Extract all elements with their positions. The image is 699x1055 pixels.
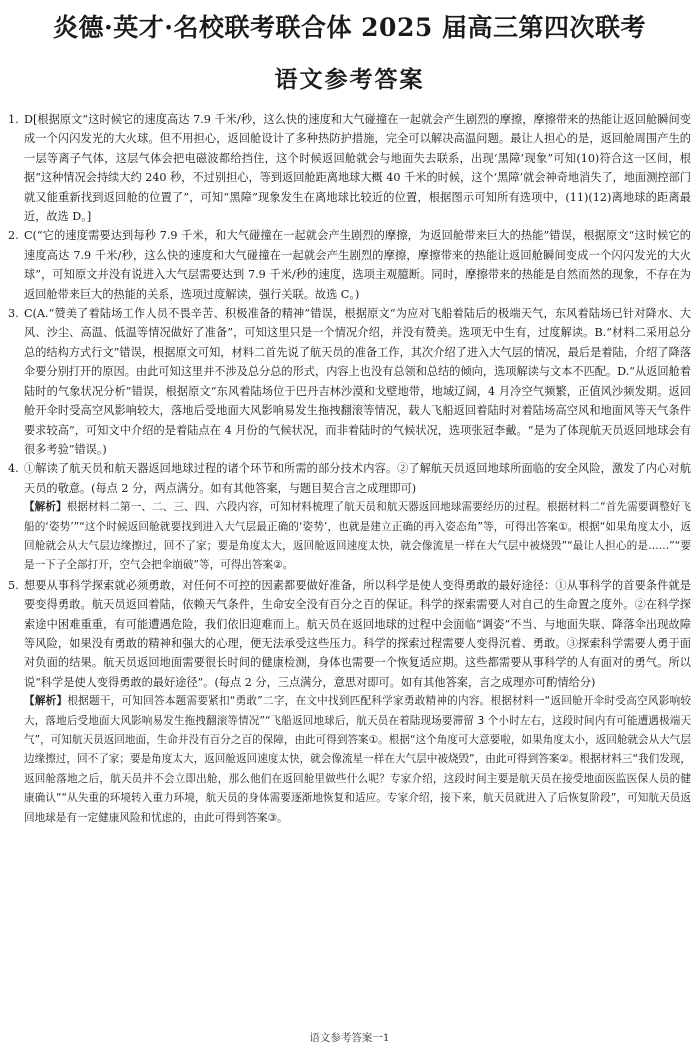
question-answer: C(“它的速度需要达到每秒 7.9 千米，和大气碰撞在一起就会产生剧烈的摩擦，为返回舱带来巨大的热能”错误，根据原文“这时候它的速度高达 7.9 千米/秒，这么快的速度和大气碰撞在一起就会产生剧烈的摩擦，摩擦带来的热能让返回舱瞬间变成一个闪闪发光的大火球”，可知原文并没有说进入大气层需要达到 7.9 千米/秒的速度，选项主观臆断。同时，摩擦带来的热能是自然而然的现象，不存在为返回舱带来巨大的热能的关系，选项过度解读，强行关联。故选 C。) [24, 229, 691, 301]
analysis-5 [8, 692, 691, 828]
question-number: 3. [8, 307, 19, 321]
document-title: 语文参考答案 [274, 66, 425, 93]
analysis-text: 根据材料二第一、二、三、四、六段内容，可知材料梳理了航天员和航天器返回地球需要经历的过程。根据材料二“首先需要调整好飞船的‘姿势’”“这个时候返回舱就要找到进入大气层最正确的‘姿势’，也就是建立正确的再入姿态角”等，可得出答案①。根据“如果角度太小，返回舱就会从大气层边缘擦过，回不了家；要是角度太大，返回舱返回速度太快，就会像流星一样在大气层中被烧毁”“最让人担心的是……”“要是一下子全部打开，空气会把伞崩破”等，可得出答案②。 [24, 501, 692, 572]
question-number: 2. [8, 229, 19, 243]
question-answer: ①解读了航天员和航天器返回地球过程的诸个环节和所需的部分技术内容。②了解航天员返回地球所面临的安全风险，激发了内心对航天员的敬意。(每点 2 分，两点满分。如有其他答案，与题目契合言之成理即可) [24, 462, 691, 495]
question-4 [8, 459, 691, 498]
question-2 [8, 226, 691, 304]
question-answer: C(A.“赞美了着陆场工作人员不畏辛苦、积极准备的精神”错误，根据原文“为应对飞船着陆后的极端天气，东风着陆场已针对降水、大风、沙尘、高温、低温等情况做好了准备”，可知这里只是一个情况介绍，并没有赞美。选项无中生有，过度解读。B.“材料二采用总分总的结构方式行文”错误，根据原文可知，材料二首先说了航天员的准备工作，其次介绍了进入大气层的情况，最后是着陆，介绍了降落伞要分别打开的原因。由此可知这里并不涉及总分总的形式，内容上也没有总领和总结的倾向，选项解读与文本不匹配。D.“从返回舱着陆时的气象状况分析”错误，根据原文“东风着陆场位于巴丹吉林沙漠和戈壁地带，地域辽阔，4 月冷空气频繁，正值风沙频发期。返回舱开伞时受高空风影响较大，落地后受地面大风影响易发生拖拽翻滚等情况，载人飞船返回着陆时对着陆场高空风和地面风等天气条件要求较高”，可知文中介绍的是着陆点在 4 月份的气候状况，而非着陆时的气候状况，选项张冠李戴。“是为了体现航天员返回地球会有很多考验”错误。) [24, 307, 691, 456]
analysis-4 [8, 498, 691, 576]
question-answer: D[根据原文“这时候它的速度高达 7.9 千米/秒，这么快的速度和大气碰撞在一起就会产生剧烈的摩擦，摩擦带来的热能让返回舱瞬间变成一个闪闪发光的大火球。但不用担心，返回舱设计了多种热防护措施，完全可以解决高温问题。最让人担心的是，返回舱周围产生的一层等离子气体，这层气体会把电磁波都给挡住，这个时候返回舱就会与地面失去联系，出现‘黑障’现象”可知(10)符合这一区间，根据“这种情况会持续大约 240 秒，不过别担心，等到返回舱距离地球大概 40 千米的时候，这个‘黑障’就会神奇地消失了，地面测控部门就又能重新找到返回舱的位置了”，可知“黑障”现象发生在离地球比较近的位置，根据图示可知所有选项中，(11)(12)离地球的距离最近，故选 D。] [24, 113, 691, 224]
question-number: 4. [8, 462, 19, 476]
question-number: 5. [8, 578, 19, 592]
question-3 [8, 304, 691, 459]
analysis-text: 根据题干，可知回答本题需要紧扣“勇敢”二字，在文中找到匹配科学家勇敢精神的内容。根据材料一“返回舱开伞时受高空风影响较大，落地后受地面大风影响易发生拖拽翻滚等情况”“飞船返回地球后，航天员在着陆现场要滞留 3 个小时左右，这段时间内有可能遭遇极端天气”，可知航天员返回地面，生命并没有百分之百的保障，由此可得到答案①。根据“这个角度可大意要啦，如果角度太小，返回舱就会从大气层边缘擦过，回不了家；要是角度太大，返回舱返回速度太快，就会像流星一样在大气层中被烧毁”，由此可得到答案②。根据材料三“我们发现，返回舱落地之后，航天员并不会立即出舱，那么他们在返回舱里做些什么呢？专家介绍，这段时间主要是航天员在接受地面医监医保人员的健康确认”“从失重的环境转入重力环境，航天员的身体需要逐渐地恢复和适应。专家介绍，接下来，航天员就进入了后恢复阶段”，可知航天员返回地球是有一定健康风险和忧虑的，由此可得到答案③。 [24, 695, 691, 824]
exam-header-title: 炎德·英才·名校联考联合体 2025 届高三第四次联考 [53, 13, 646, 42]
question-number: 1. [8, 113, 19, 126]
question-1 [8, 110, 691, 226]
answer-content [8, 110, 691, 828]
question-5 [8, 576, 691, 692]
analysis-label: 【解析】 [24, 501, 67, 514]
page-footer: 语文参考答案一1 [309, 1032, 390, 1044]
analysis-label: 【解析】 [24, 695, 68, 708]
question-answer: 想要从事科学探索就必须勇敢，对任何不可控的因素都要做好准备，所以科学是使人变得勇敢的最好途径：①从事科学的首要条件就是要变得勇敢。航天员返回着陆，依赖天气条件，生命安全没有百分之百的保证。科学的探索需要人对自己的生命置之度外。②在科学探索途中困难重重，有可能遭遇危险，我们依旧迎难而上。航天员在返回地球的过程中会面临“调姿”不当、与地面失联、降落伞出现故障等风险，如果没有勇敢的精神和强大的心理，便无法承受这些压力。科学的探索过程需要人变得沉着、勇敢。③探索科学需要人勇于面对负面的结果。航天员返回地面需要很长时间的健康检测，身体也需要一个恢复适应期。这些都需要从事科学的人有面对的勇气。所以说“科学是使人变得勇敢的最好途径”。(每点 2 分，三点满分，意思对即可。如有其他答案，言之成理亦可酌情给分) [24, 578, 691, 689]
